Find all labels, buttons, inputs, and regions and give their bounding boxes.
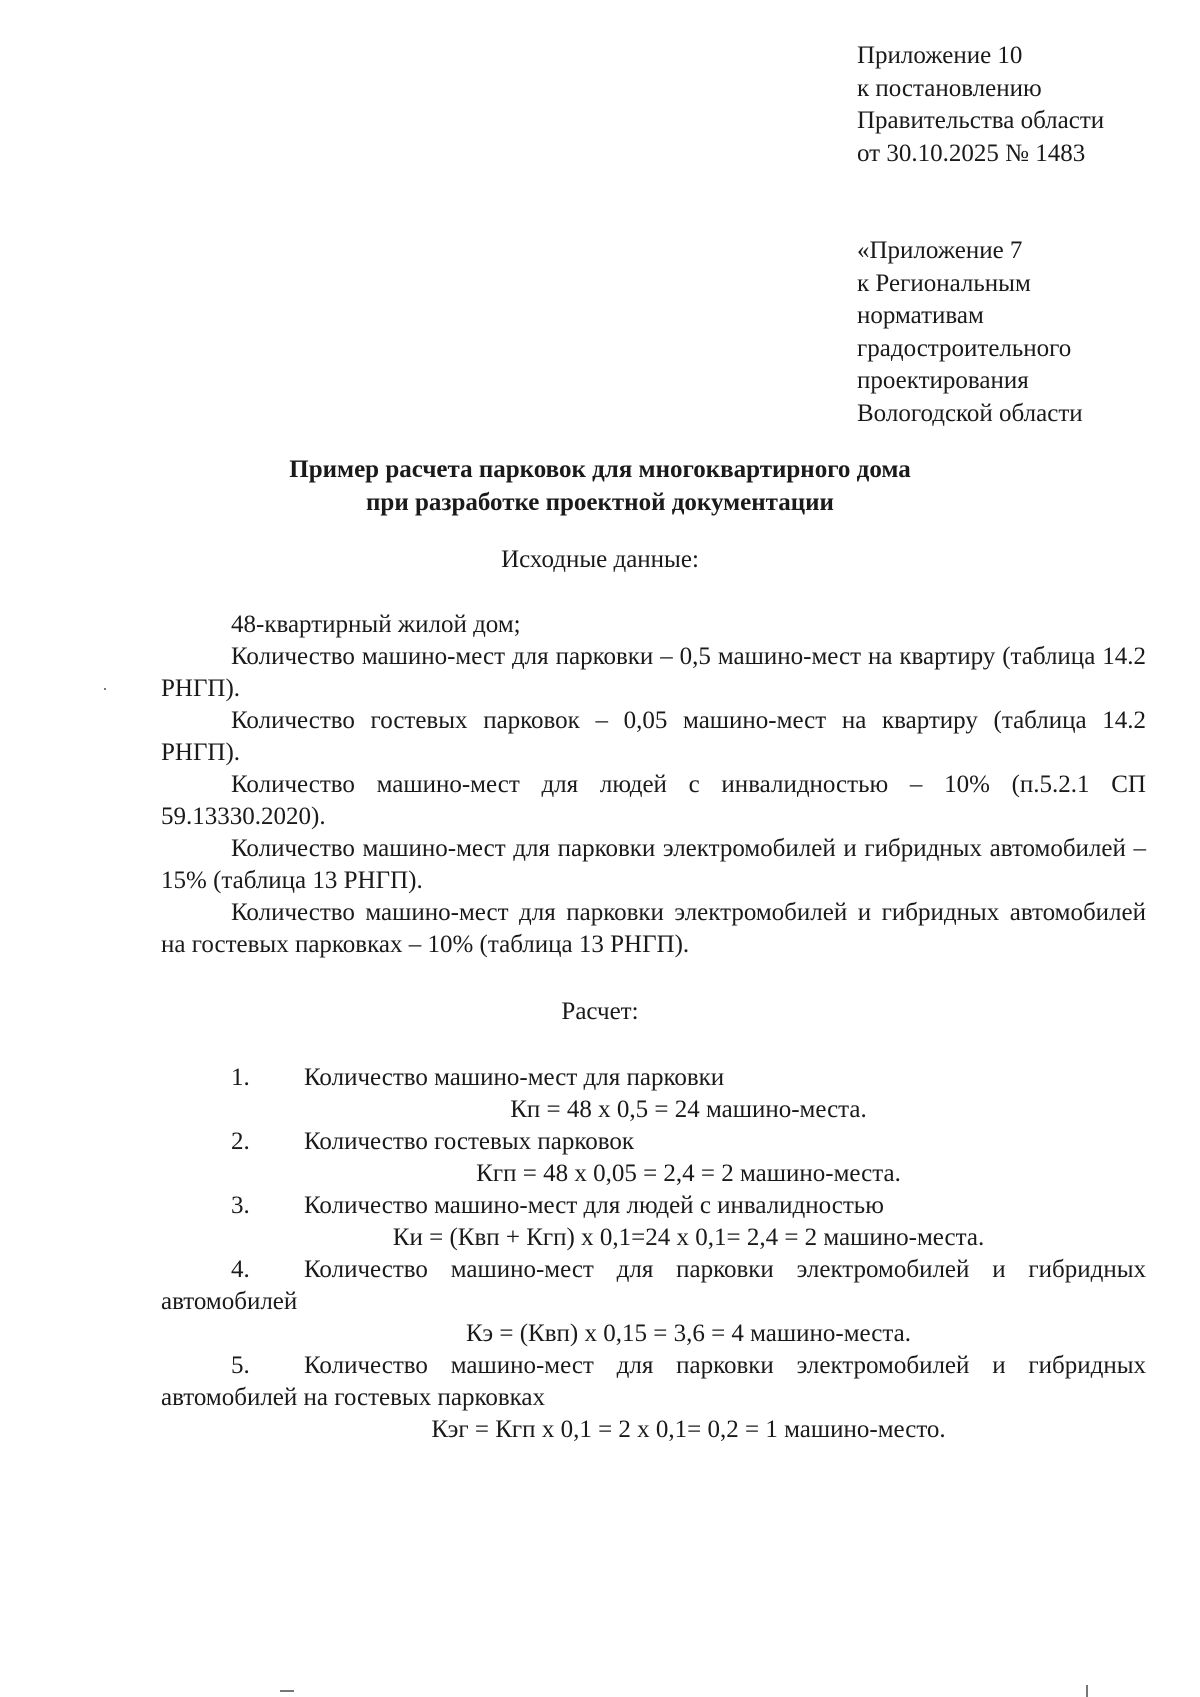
initial-data-item: 48-квартирный жилой дом; <box>231 611 521 638</box>
appendix-7-line: к Региональным <box>857 269 1031 297</box>
scan-speck <box>104 688 106 690</box>
item-number: 1. <box>231 1064 250 1091</box>
item-text: Количество машино-мест для парковки <box>304 1064 725 1091</box>
appendix-10-line: Приложение 10 <box>857 42 1023 69</box>
item-number: 2. <box>231 1128 250 1155</box>
initial-data-heading: Исходные данные: <box>501 546 699 573</box>
item-text: Количество машино-мест для парковки электромобилей и гибридных автомобилей <box>161 1256 1146 1315</box>
initial-data-item: Количество машино-мест для парковки – 0,5 машино-мест на квартиру (таблица 14.2 РНГП). <box>161 643 1146 702</box>
appendix-10-header <box>857 40 1104 170</box>
appendix-7-line: «Приложение 7 <box>857 237 1023 264</box>
calculation-item <box>161 1190 1146 1254</box>
formula: Ки = (Квп + Кгп) х 0,1=24 х 0,1= 2,4 = 2 машино-места. <box>392 1224 985 1251</box>
calculation-item <box>161 1350 1146 1446</box>
appendix-7-line: проектирования <box>857 367 1029 394</box>
item-number: 4. <box>231 1256 250 1283</box>
document-title <box>0 453 1200 519</box>
formula: Кэ = (Квп) х 0,15 = 3,6 = 4 машино-места. <box>466 1320 911 1347</box>
initial-data-section <box>161 609 1146 961</box>
item-number: 3. <box>231 1192 250 1219</box>
initial-data-item: Количество машино-мест для парковки электромобилей и гибридных автомобилей – 15% (таблица 13 РНГП). <box>161 835 1146 894</box>
calculation-heading: Расчет: <box>561 998 639 1025</box>
initial-data-item: Количество машино-мест для парковки электромобилей и гибридных автомобилей на гостевых парковках – 10% (таблица 13 РНГП). <box>161 899 1146 958</box>
item-text: Количество машино-мест для парковки электромобилей и гибридных автомобилей на гостевых парковках <box>161 1352 1146 1411</box>
appendix-10-line: от 30.10.2025 № 1483 <box>857 139 1086 167</box>
appendix-7-line: Вологодской области <box>857 399 1083 427</box>
initial-data-item: Количество гостевых парковок – 0,05 машино-мест на квартиру (таблица 14.2 РНГП). <box>161 707 1146 766</box>
scan-speck <box>1086 1685 1088 1697</box>
calculation-item <box>161 1126 1146 1190</box>
appendix-7-header <box>857 235 1083 430</box>
item-number: 5. <box>231 1352 250 1379</box>
formula: Кгп = 48 х 0,05 = 2,4 = 2 машино-места. <box>476 1160 901 1187</box>
item-text: Количество машино-мест для людей с инвалидностью <box>304 1192 884 1219</box>
title-line: Пример расчета парковок для многоквартирного дома <box>289 456 911 483</box>
formula: Кэг = Кгп х 0,1 = 2 х 0,1= 0,2 = 1 машино-место. <box>431 1416 946 1443</box>
calculation-item <box>161 1254 1146 1350</box>
appendix-10-line: к постановлению <box>857 74 1042 102</box>
appendix-10-line: Правительства области <box>857 107 1105 134</box>
item-text: Количество гостевых парковок <box>304 1128 635 1155</box>
appendix-7-line: градостроительного <box>857 334 1072 362</box>
scan-speck <box>280 1690 294 1692</box>
title-line: при разработке проектной документации <box>366 489 834 516</box>
calculation-item <box>161 1062 1146 1126</box>
appendix-7-line: нормативам <box>857 302 984 329</box>
calculation-section <box>161 1062 1146 1446</box>
initial-data-item: Количество машино-мест для людей с инвалидностью – 10% (п.5.2.1 СП 59.13330.2020). <box>161 771 1146 830</box>
formula: Кп = 48 х 0,5 = 24 машино-места. <box>510 1096 867 1123</box>
